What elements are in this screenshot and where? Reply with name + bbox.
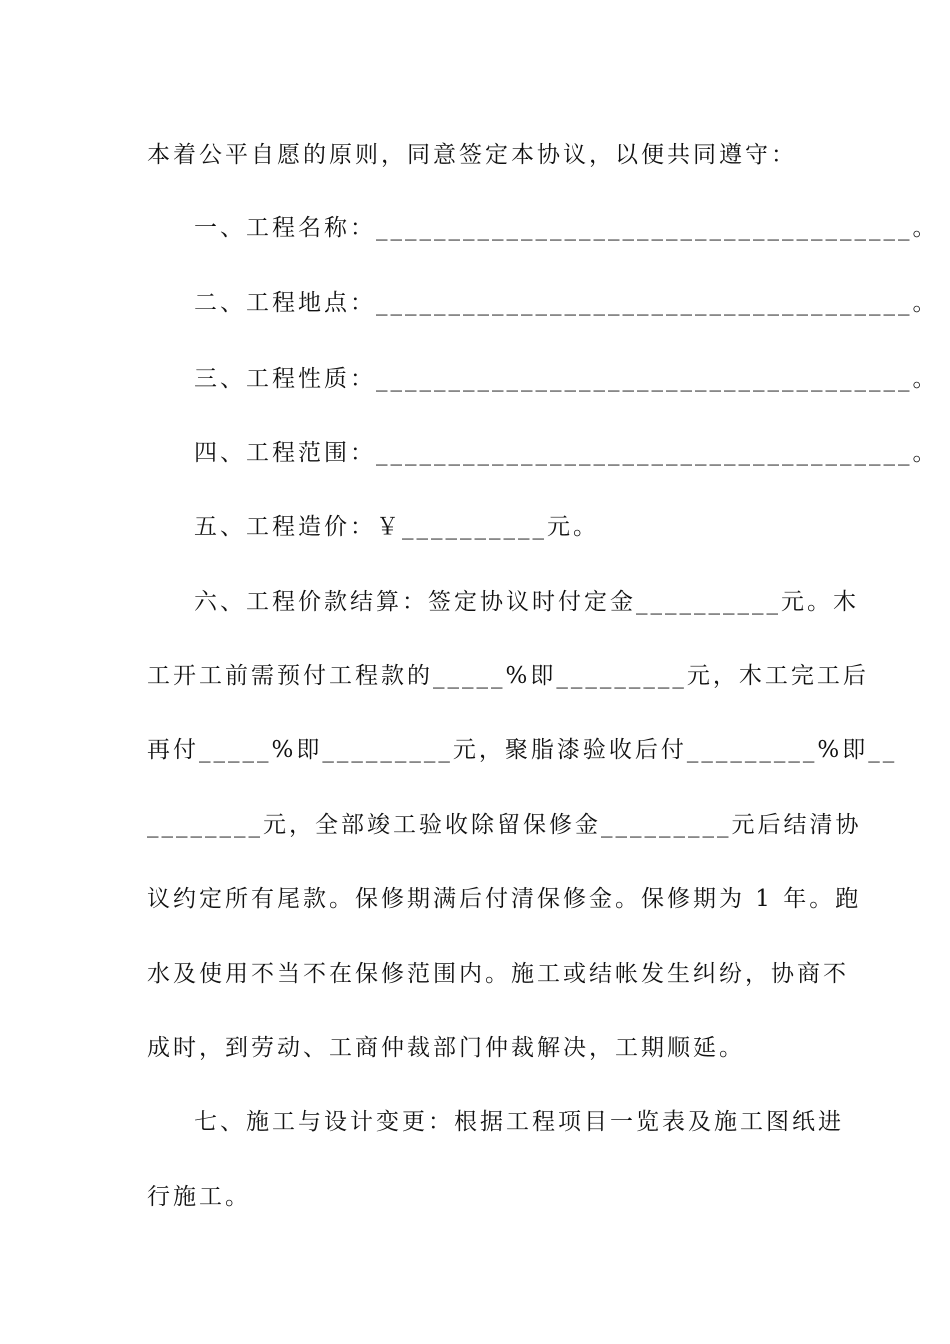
clause-project-nature: 三、工程性质：_____________________________________。 — [194, 366, 939, 392]
clause-construction-line-2: 行施工。 — [147, 1184, 251, 1210]
paragraph-intro: 本着公平自愿的原则，同意签定本协议，以便共同遵守： — [147, 142, 797, 168]
clause-project-name: 一、工程名称：_____________________________________。 — [194, 215, 939, 241]
clause-project-cost: 五、工程造价：￥__________元。 — [194, 514, 599, 540]
clause-project-location: 二、工程地点：_____________________________________。 — [194, 290, 939, 316]
clause-payment-line-3: 再付_____%即_________元，聚脂漆验收后付_________%即__ — [147, 737, 898, 763]
clause-payment-line-4: ________元，全部竣工验收除留保修金_________元后结清协 — [147, 812, 862, 838]
clause-project-scope: 四、工程范围：_____________________________________。 — [194, 440, 939, 466]
clause-payment-line-7: 成时，到劳动、工商仲裁部门仲裁解决，工期顺延。 — [147, 1035, 745, 1061]
clause-payment-line-2: 工开工前需预付工程款的_____%即_________元，木工完工后 — [147, 663, 869, 689]
clause-construction-line-1: 七、施工与设计变更：根据工程项目一览表及施工图纸进 — [194, 1109, 844, 1135]
clause-payment-line-6: 水及使用不当不在保修范围内。施工或结帐发生纠纷，协商不 — [147, 961, 849, 987]
clause-payment-line-5: 议约定所有尾款。保修期满后付清保修金。保修期为 1 年。跑 — [147, 886, 862, 912]
clause-payment-line-1: 六、工程价款结算：签定协议时付定金__________元。木 — [194, 589, 859, 615]
